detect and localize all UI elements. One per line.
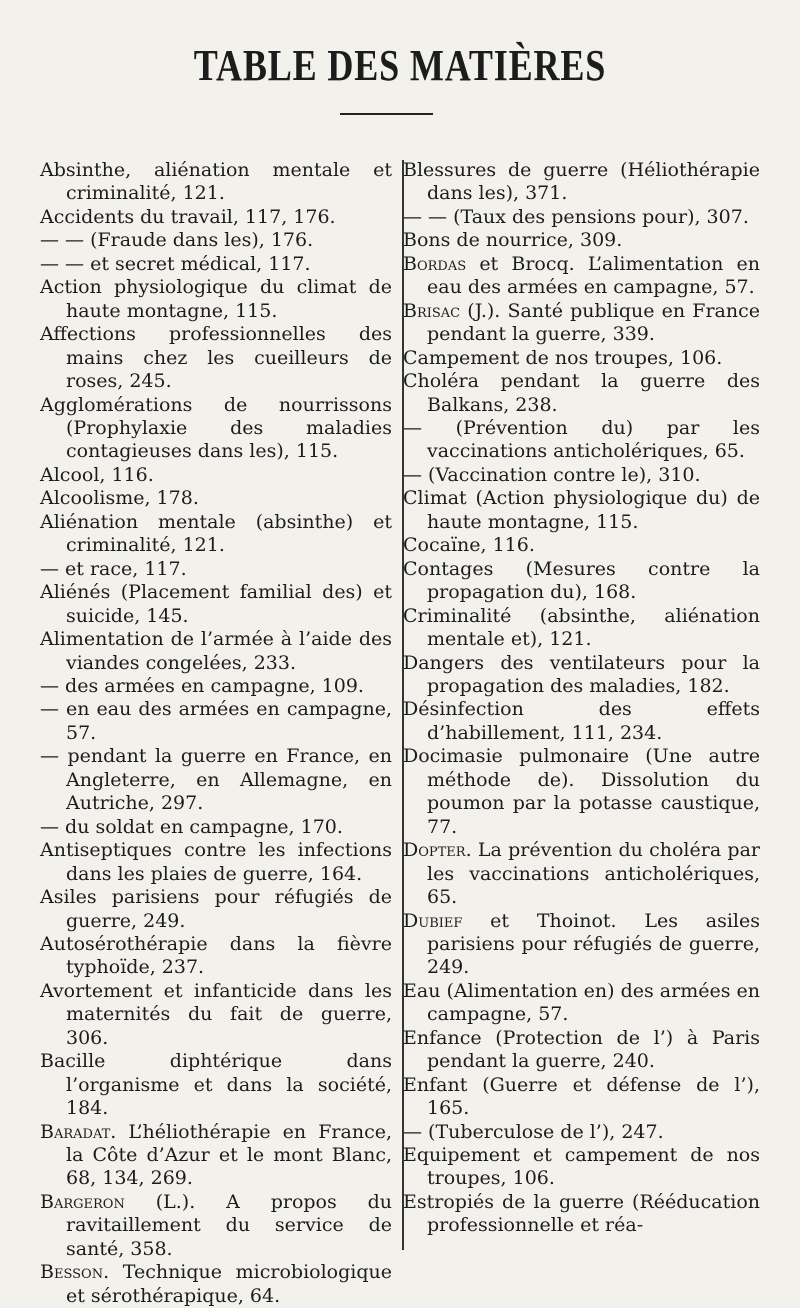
index-entry <box>403 558 760 605</box>
index-entry <box>40 558 392 581</box>
index-entry <box>40 159 392 206</box>
title-divider <box>340 113 433 115</box>
entry-text: Action physiologique du climat de haute montagne, 115. <box>40 276 392 322</box>
entry-author: Dubief <box>403 909 463 932</box>
entry-text: — (Tuberculose de l’), 247. <box>403 1120 664 1143</box>
index-entry <box>403 253 760 300</box>
index-entry <box>40 698 392 745</box>
entry-author: Bargeron <box>40 1190 125 1213</box>
index-entry <box>40 816 392 839</box>
index-entry <box>40 1121 392 1191</box>
entry-author: Besson. <box>40 1261 110 1284</box>
index-entry <box>403 1144 760 1191</box>
entry-text: Choléra pendant la guerre des Balkans, 238. <box>403 370 760 416</box>
index-entry <box>403 159 760 206</box>
entry-text: Dangers des ventilateurs pour la propagation des maladies, 182. <box>403 651 760 697</box>
index-entry <box>403 347 760 370</box>
entry-text: Bons de nourrice, 309. <box>403 229 623 252</box>
index-entry <box>403 534 760 557</box>
entry-text: Autosérothérapie dans la fièvre typhoïde, 237. <box>40 932 392 979</box>
entry-text: Agglomérations de nourrissons (Prophylaxie des maladies contagieuses dans les), 115. <box>40 393 392 463</box>
entry-text: Avortement et infanticide dans les maternités du fait de guerre, 306. <box>40 979 392 1049</box>
entry-text: L’héliothérapie en France, la Côte d’Azur et le mont Blanc, 68, 134, 269. <box>66 1120 392 1190</box>
entry-text: Criminalité (absinthe, aliénation mentale et), 121. <box>403 604 760 651</box>
index-entry <box>40 511 392 558</box>
index-entry <box>403 487 760 534</box>
entry-text: Campement de nos troupes, 106. <box>403 346 723 369</box>
index-entry <box>40 1191 392 1261</box>
entry-text: Aliénés (Placement familial des) et suicide, 145. <box>40 581 392 627</box>
index-entry <box>40 229 392 252</box>
index-column-left <box>40 159 392 1308</box>
entry-text: — — (Fraude dans les), 176. <box>40 229 314 252</box>
index-entry <box>403 605 760 652</box>
index-entry <box>40 464 392 487</box>
entry-text: et Thoinot. Les asiles parisiens pour réfugiés de guerre, 249. <box>427 909 760 979</box>
entry-text: La prévention du choléra par les vaccinations anticholériques, 65. <box>427 839 760 909</box>
entry-author: Bordas <box>403 252 467 275</box>
entry-text: Aliénation mentale (absinthe) et criminalité, 121. <box>40 510 392 557</box>
index-entry <box>403 910 760 980</box>
entry-author: Brisac <box>403 299 461 322</box>
entry-text: Affections professionnelles des mains chez les cueilleurs de roses, 245. <box>40 323 392 393</box>
index-column-right <box>403 159 760 1238</box>
index-entry <box>40 980 392 1050</box>
entry-text: Bacille diphtérique dans l’organisme et dans la société, 184. <box>40 1050 392 1120</box>
entry-text: Estropiés de la guerre (Rééducation professionnelle et réa- <box>403 1190 760 1237</box>
index-entry <box>40 1261 392 1308</box>
index-entry <box>40 933 392 980</box>
index-entry <box>403 1027 760 1074</box>
entry-text: — (Vaccination contre le), 310. <box>403 463 701 486</box>
index-entry <box>403 839 760 909</box>
index-entry <box>403 745 760 839</box>
index-entry <box>403 300 760 347</box>
index-entry <box>403 464 760 487</box>
index-entry <box>403 980 760 1027</box>
index-entry <box>40 206 392 229</box>
entry-text: — (Prévention du) par les vaccinations anticholériques, 65. <box>403 416 760 463</box>
index-entry <box>403 206 760 229</box>
entry-text: Blessures de guerre (Héliothérapie dans les), 371. <box>403 159 760 205</box>
entry-text: Désinfection des effets d’habillement, 111, 234. <box>403 698 760 744</box>
entry-text: Antiseptiques contre les infections dans les plaies de guerre, 164. <box>40 839 392 885</box>
index-entry <box>403 652 760 699</box>
entry-text: Alcool, 116. <box>40 463 154 486</box>
index-entry <box>40 253 392 276</box>
entry-text: Asiles parisiens pour réfugiés de guerre, 249. <box>40 886 392 932</box>
index-entry <box>403 698 760 745</box>
index-entry <box>40 323 392 393</box>
entry-text: et Brocq. L’alimentation en eau des armées en campagne, 57. <box>427 252 760 299</box>
index-entry <box>40 839 392 886</box>
index-entry <box>40 487 392 510</box>
entry-text: Docimasie pulmonaire (Une autre méthode de). Dissolution du poumon par la potasse caustique, 77. <box>403 745 760 838</box>
entry-text: Equipement et campement de nos troupes, 106. <box>403 1144 760 1190</box>
entry-text: — pendant la guerre en France, en Angleterre, en Allemagne, en Autriche, 297. <box>40 745 392 815</box>
entry-text: Cocaïne, 116. <box>403 534 535 557</box>
entry-text: Alcoolisme, 178. <box>40 487 199 510</box>
index-entry <box>40 581 392 628</box>
entry-author: Dopter. <box>403 839 472 862</box>
entry-text: Climat (Action physiologique du) de haute montagne, 115. <box>403 487 760 533</box>
entry-text: — — et secret médical, 117. <box>40 252 311 275</box>
entry-text: Contages (Mesures contre la propagation du), 168. <box>403 557 760 604</box>
index-entry <box>40 276 392 323</box>
entry-text: Enfance (Protection de l’) à Paris pendant la guerre, 240. <box>403 1026 760 1073</box>
entry-text: Enfant (Guerre et défense de l’), 165. <box>403 1073 760 1120</box>
index-entry <box>403 417 760 464</box>
index-entry <box>40 675 392 698</box>
index-entry <box>403 370 760 417</box>
index-entry <box>40 745 392 815</box>
entry-text: (L.). A propos du ravitaillement du service de santé, 358. <box>66 1190 392 1260</box>
index-entry <box>40 394 392 464</box>
entry-text: (J.). Santé publique en France pendant la guerre, 339. <box>427 299 760 346</box>
entry-text: — du soldat en campagne, 170. <box>40 815 343 838</box>
index-entry <box>40 1050 392 1120</box>
index-entry <box>403 1074 760 1121</box>
index-entry <box>40 886 392 933</box>
index-entry <box>40 628 392 675</box>
entry-text: — — (Taux des pensions pour), 307. <box>403 205 749 228</box>
entry-author: Baradat. <box>40 1120 117 1143</box>
entry-text: — et race, 117. <box>40 557 187 580</box>
index-entry <box>403 1121 760 1144</box>
entry-text: Absinthe, aliénation mentale et criminalité, 121. <box>40 159 392 205</box>
index-entry <box>403 229 760 252</box>
entry-text: — en eau des armées en campagne, 57. <box>40 698 392 744</box>
index-entry <box>403 1191 760 1238</box>
entry-text: Alimentation de l’armée à l’aide des viandes congelées, 233. <box>40 628 392 674</box>
entry-text: Technique microbiologique et sérothérapique, 64. <box>66 1261 392 1307</box>
page-title: TABLE DES MATIÈRES <box>193 41 607 90</box>
entry-text: Accidents du travail, 117, 176. <box>40 205 336 228</box>
entry-text: — des armées en campagne, 109. <box>40 674 364 697</box>
entry-text: Eau (Alimentation en) des armées en campagne, 57. <box>403 979 760 1026</box>
